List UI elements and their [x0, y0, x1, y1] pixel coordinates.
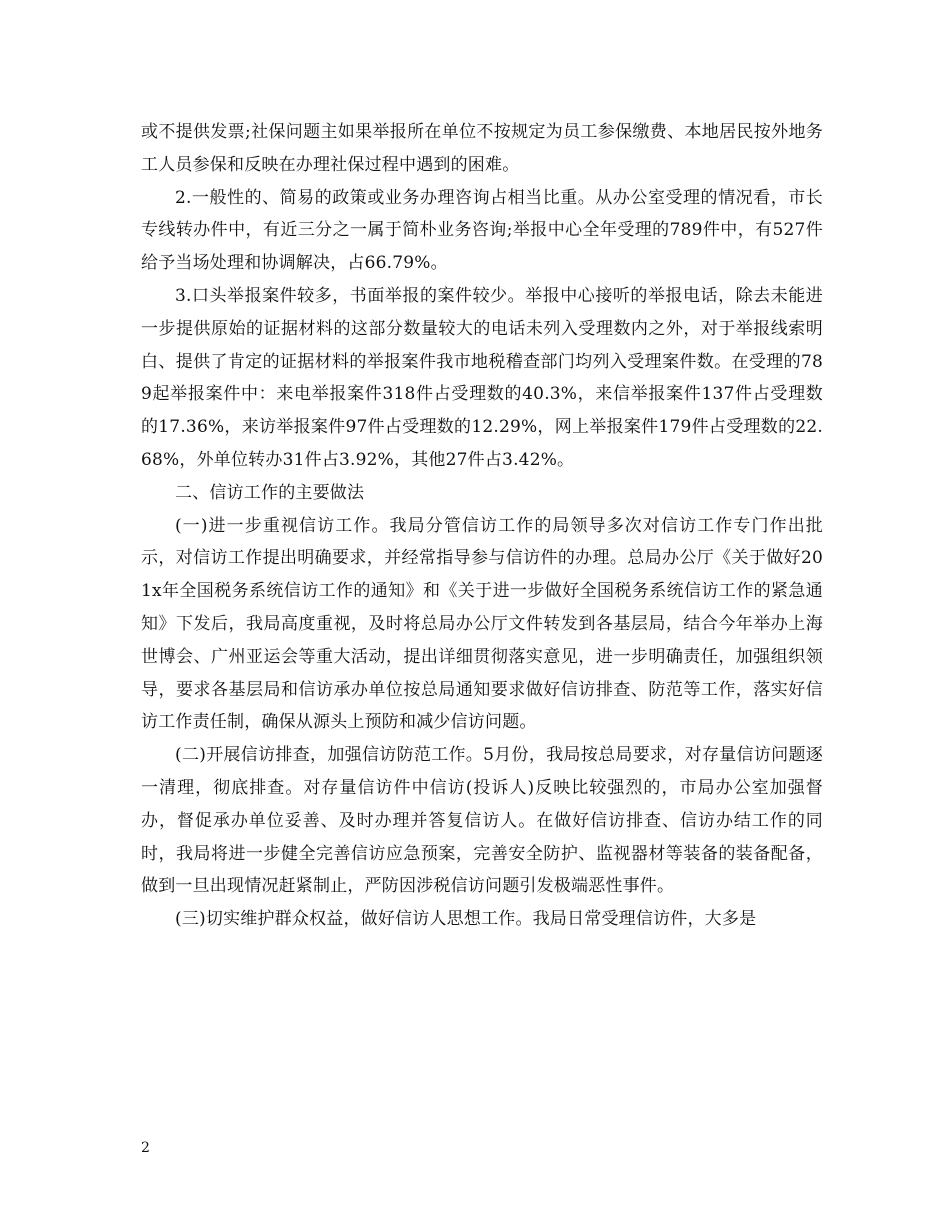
paragraph-practice-1: (一)进一步重视信访工作。我局分管信访工作的局领导多次对信访工作专门作出批示，对信访工作提出明确要求，并经常指导参与信访件的办理。总局办公厅《关于做好201x年全国税务系统信访工作的通知》和《关于进一步做好全国税务系统信访工作的紧急通知》下发后，我局高度重视，及时将总局办公厅文件转发到各基层局，结合今年举办上海世博会、广州亚运会等重大活动，提出详细贯彻落实意见，进一步明确责任，加强组织领导，要求各基层局和信访承办单位按总局通知要求做好信访排查、防范等工作，落实好信访工作责任制，确保从源头上预防和减少信访问题。 — [141, 515, 823, 733]
paragraph-consultation: 2.一般性的、简易的政策或业务办理咨询占相当比重。从办公室受理的情况看，市长专线转办件中，有近三分之一属于简朴业务咨询;举报中心全年受理的789件中，有527件给予当场处理和协调解决，占66.79%。 — [141, 187, 823, 274]
section-heading-main-practices: 二、信访工作的主要做法 — [175, 482, 365, 503]
paragraph-report-cases: 3.口头举报案件较多，书面举报的案件较少。举报中心接听的举报电话，除去未能进一步提供原始的证据材料的这部分数量较大的电话未列入受理数内之外，对于举报线索明白、提供了肯定的证据材料的举报案件我市地税稽查部门均列入受理案件数。在受理的789起举报案件中：来电举报案件318件占受理数的40.3%，来信举报案件137件占受理数的17.36%，来访举报案件97件占受理数的12.29%，网上举报案件179件占受理数的22.68%，外单位转办31件占3.92%，其他27件占3.42%。 — [141, 285, 823, 470]
paragraph-social-insurance: 或不提供发票;社保问题主如果举报所在单位不按规定为员工参保缴费、本地居民按外地务工人员参保和反映在办理社保过程中遇到的困难。 — [141, 122, 823, 175]
page-number: 2 — [141, 1140, 150, 1156]
document-body — [141, 116, 823, 936]
paragraph-practice-3: (三)切实维护群众权益，做好信访人思想工作。我局日常受理信访件，大多是 — [175, 909, 757, 930]
paragraph-practice-2: (二)开展信访排查，加强信访防范工作。5月份，我局按总局要求，对存量信访问题逐一清理，彻底排查。对存量信访件中信访(投诉人)反映比较强烈的，市局办公室加强督办，督促承办单位妥善、及时办理并答复信访人。在做好信访排查、信访办结工作的同时，我局将进一步健全完善信访应急预案，完善安全防护、监视器材等装备的装备配备，做到一旦出现情况赶紧制止，严防因涉税信访问题引发极端恶性事件。 — [141, 745, 823, 897]
